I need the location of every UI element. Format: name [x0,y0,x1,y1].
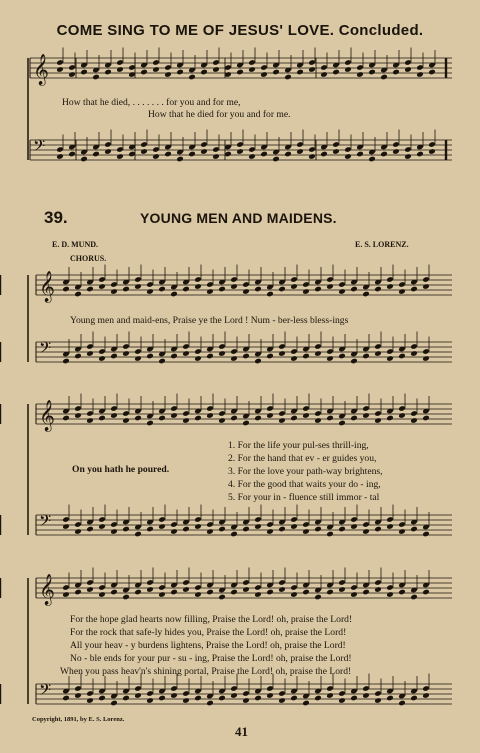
note-head [146,353,154,360]
note-head [206,700,214,707]
note-head [236,148,244,155]
note-head [404,153,412,160]
note-head [146,288,154,295]
note-head [278,526,286,533]
note-head [164,151,172,158]
note-head [74,291,82,298]
note-head [158,358,166,365]
note-head [332,69,340,76]
note-head [254,286,262,293]
note-head [194,415,202,422]
note-head [326,589,334,596]
note-head [104,69,112,76]
note-head [356,151,364,158]
note-head [218,417,226,424]
note-head [266,412,274,419]
note-head [272,69,280,76]
note-head [104,148,112,155]
note-head [158,695,166,702]
note-head [74,353,82,360]
note-head [98,283,106,290]
note-head [362,353,370,360]
note-head [182,526,190,533]
hymn-title: YOUNG MEN AND MAIDENS. [140,210,337,226]
note-head [398,353,406,360]
note-head [218,350,226,357]
note-head [392,69,400,76]
note-head [122,286,130,293]
copyright-notice: Copyright, 1891, by E. S. Lorenz. [32,716,125,723]
note-head [98,591,106,598]
note-head [206,528,214,535]
note-head [170,528,178,535]
note-head [344,66,352,73]
note-head [212,153,220,160]
note-head [194,523,202,530]
note-head [122,695,130,702]
note-head [122,417,130,424]
note-head [338,288,346,295]
note-head [230,283,238,290]
note-head [98,523,106,530]
note-head [110,528,118,535]
note-head [206,288,214,295]
note-head [296,148,304,155]
note-head [302,353,310,360]
note-head [188,151,196,158]
note-head [266,528,274,535]
note-head [344,153,352,160]
note-head [290,415,298,422]
note-head [350,523,358,530]
note-head [314,350,322,357]
note-head [206,589,214,596]
note-head [302,528,310,535]
note-head [86,350,94,357]
note-head [410,417,418,424]
note-head [176,69,184,76]
note-head [266,692,274,699]
note-head [302,589,310,596]
note-head [230,692,238,699]
note-head [386,283,394,290]
note-head [254,415,262,422]
composer-left: E. D. MUND. [52,240,98,249]
note-head [74,412,82,419]
note-head [110,589,118,596]
note-head [188,74,196,81]
note-head [386,355,394,362]
note-head [92,74,100,81]
lyric-line: Young men and maid-ens, Praise ye the Lord ! Num - ber-less bless-ings [70,315,349,326]
lyric-line: On you hath he poured. [72,464,170,475]
note-head [368,69,376,76]
note-head [398,412,406,419]
note-head [182,286,190,293]
note-head [254,695,262,702]
note-head [68,151,76,158]
note-head [218,695,226,702]
note-head [110,412,118,419]
chorus-label: CHORUS. [70,254,107,263]
note-head [392,148,400,155]
note-head [68,71,76,78]
note-head [386,591,394,598]
note-head [146,526,154,533]
note-head [290,523,298,530]
lyric-line: How that he died, . . . . . . . for you and for me, [62,97,241,108]
note-head [170,291,178,298]
note-head [350,358,358,365]
note-head [86,417,94,424]
note-head [380,74,388,81]
note-head [278,286,286,293]
note-head [350,415,358,422]
note-head [308,66,316,73]
bass-clef: 𝄢 [39,681,52,703]
note-head [398,589,406,596]
note-head [254,358,262,365]
note-head [152,66,160,73]
note-head [86,286,94,293]
verse-line: 5. For your in - fluence still immor - tal [228,492,380,503]
treble-clef: 𝄞 [33,54,49,85]
note-head [170,589,178,596]
note-head [62,286,70,293]
note-head [218,286,226,293]
note-head [278,697,286,704]
note-head [362,589,370,596]
note-head [416,151,424,158]
page-number: 41 [235,724,248,739]
treble-clef: 𝄞 [39,271,55,302]
note-head [428,69,436,76]
note-head [422,589,430,596]
note-head [428,148,436,155]
note-head [218,594,226,601]
note-head [146,420,154,427]
note-head [242,526,250,533]
note-head [362,692,370,699]
note-head [158,286,166,293]
note-head [410,695,418,702]
note-head [182,350,190,357]
note-head [62,523,70,530]
verse-line: All your heav - y burdens lightens, Praise the Lord! oh, praise the Lord! [70,640,346,651]
note-head [374,697,382,704]
hymn-number: 39. [44,208,68,227]
note-head [134,283,142,290]
note-head [92,151,100,158]
note-head [290,591,298,598]
note-head [314,417,322,424]
note-head [260,71,268,78]
note-head [170,412,178,419]
note-head [134,415,142,422]
note-head [374,526,382,533]
note-head [146,697,154,704]
note-head [272,156,280,163]
note-head [62,358,70,365]
verse-line: 2. For the hand that ev - er guides you, [228,453,377,464]
note-head [326,355,334,362]
treble-clef: 𝄞 [39,400,55,431]
note-head [284,74,292,81]
note-head [374,286,382,293]
note-head [296,69,304,76]
note-head [170,692,178,699]
verse-line: For the hope glad hearts now filling, Praise the Lord! oh, praise the Lord! [70,614,353,625]
note-head [98,415,106,422]
note-head [212,66,220,73]
note-head [134,692,142,699]
note-head [380,151,388,158]
note-head [158,415,166,422]
note-head [146,586,154,593]
note-head [320,71,328,78]
note-head [248,153,256,160]
note-head [266,291,274,298]
verse-line: 1. For the life your pul-ses thrill-ing, [228,440,369,451]
note-head [284,151,292,158]
note-head [140,69,148,76]
note-head [86,586,94,593]
bass-clef: 𝄢 [33,137,46,159]
note-head [410,526,418,533]
note-head [290,283,298,290]
note-head [110,700,118,707]
note-head [332,148,340,155]
note-head [182,697,190,704]
note-head [116,153,124,160]
note-head [206,412,214,419]
note-head [74,589,82,596]
verse-line: When you pass heav'n's shining portal, Praise the Lord! oh, praise the Lord! [60,666,352,677]
note-head [398,700,406,707]
note-head [248,66,256,73]
note-head [110,353,118,360]
note-head [350,286,358,293]
note-head [182,586,190,593]
note-head [290,355,298,362]
note-head [326,531,334,538]
bass-clef: 𝄢 [39,512,52,534]
note-head [206,353,214,360]
note-head [194,355,202,362]
note-head [254,523,262,530]
note-head [338,420,346,427]
note-head [278,586,286,593]
note-head [326,283,334,290]
note-head [356,71,364,78]
note-head [242,697,250,704]
note-head [242,586,250,593]
lyric-line: How that he died for you and for me. [148,109,291,120]
note-head [74,528,82,535]
note-head [134,355,142,362]
note-head [254,591,262,598]
note-head [218,526,226,533]
note-head [350,695,358,702]
note-head [164,71,172,78]
note-head [266,353,274,360]
note-head [422,692,430,699]
note-head [422,283,430,290]
note-head [278,350,286,357]
note-head [140,148,148,155]
note-head [308,153,316,160]
treble-clef: 𝄞 [39,574,55,605]
note-head [374,586,382,593]
note-head [242,353,250,360]
note-head [350,591,358,598]
composer-right: E. S. LORENZ. [355,240,409,249]
note-head [98,355,106,362]
note-head [134,531,142,538]
note-head [230,531,238,538]
note-head [314,526,322,533]
note-head [134,589,142,596]
note-head [410,594,418,601]
note-head [410,350,418,357]
verse-line: For the rock that safe-ly hides you, Praise the Lord! oh, praise the Lord! [70,627,347,638]
note-head [236,69,244,76]
note-head [176,156,184,163]
bass-clef: 𝄢 [39,339,52,361]
note-head [62,415,70,422]
note-head [362,528,370,535]
note-head [326,692,334,699]
note-head [386,695,394,702]
note-head [386,523,394,530]
note-head [338,353,346,360]
note-head [242,420,250,427]
note-head [110,288,118,295]
note-head [422,415,430,422]
note-head [80,156,88,163]
note-head [56,153,64,160]
note-head [194,695,202,702]
note-head [116,66,124,73]
note-head [326,415,334,422]
note-head [362,291,370,298]
verse-line: No - ble ends for your pur - su - ing, Praise the Lord! oh, praise the Lord! [70,653,352,664]
note-head [398,528,406,535]
note-head [278,417,286,424]
note-head [242,288,250,295]
note-head [338,586,346,593]
note-head [86,697,94,704]
note-head [266,589,274,596]
note-head [170,353,178,360]
verse-line: 3. For the love your path-way brightens, [228,466,383,477]
page-header-title: COME SING TO ME OF JESUS' LOVE. Concluded. [56,22,424,39]
note-head [362,412,370,419]
note-head [374,417,382,424]
note-head [314,695,322,702]
note-head [62,695,70,702]
note-head [404,66,412,73]
note-head [122,594,130,601]
note-head [158,591,166,598]
note-head [194,283,202,290]
note-head [230,415,238,422]
note-head [320,151,328,158]
note-head [302,288,310,295]
note-head [230,589,238,596]
note-head [122,350,130,357]
note-head [338,526,346,533]
verse-line: 4. For the good that waits your do - ing, [228,479,381,490]
note-head [152,153,160,160]
note-head [182,417,190,424]
note-head [158,523,166,530]
note-head [302,412,310,419]
note-head [62,591,70,598]
note-head [386,415,394,422]
note-head [56,66,64,73]
note-head [74,692,82,699]
note-head [368,156,376,163]
note-head [122,526,130,533]
note-head [230,355,238,362]
note-head [86,526,94,533]
note-head [290,695,298,702]
note-head [200,69,208,76]
note-head [314,594,322,601]
note-head [200,148,208,155]
note-head [194,591,202,598]
note-head [80,69,88,76]
note-head [422,355,430,362]
note-head [410,286,418,293]
note-head [314,286,322,293]
note-head [374,350,382,357]
note-head [398,288,406,295]
note-head [416,71,424,78]
note-head [422,531,430,538]
note-head [338,697,346,704]
note-head [302,700,310,707]
note-head [260,151,268,158]
note-head [98,695,106,702]
